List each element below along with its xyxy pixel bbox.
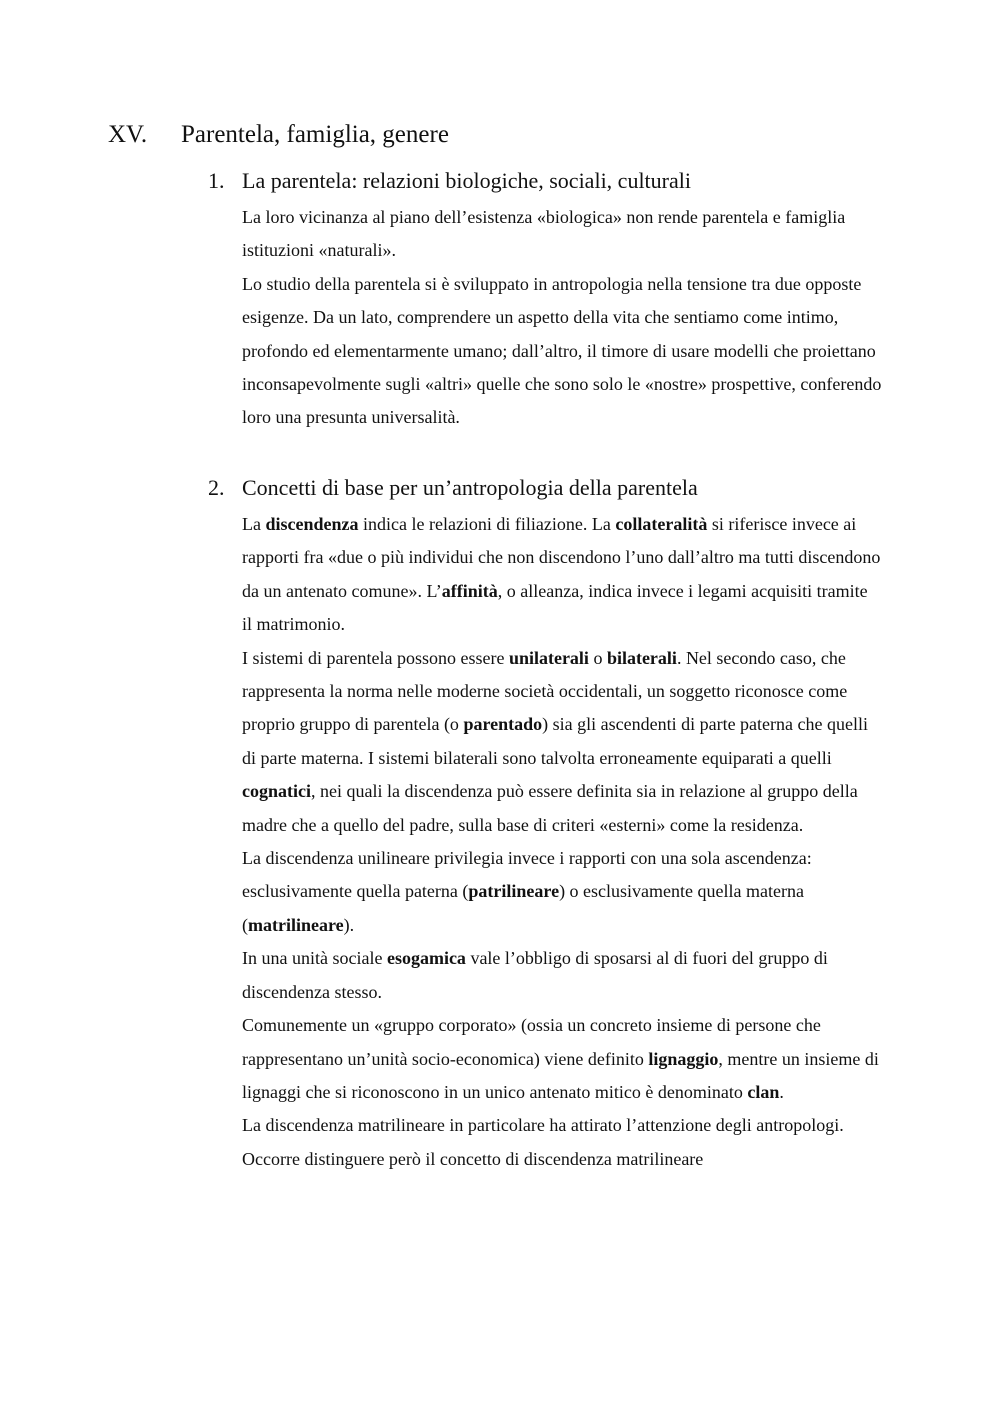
- section-2-number: 2.: [208, 475, 225, 500]
- paragraph: La discendenza matrilineare in particolare ha attirato l’attenzione degli antropologi. Occorre distinguere però il concetto di discendenza matrilineare: [242, 1115, 844, 1169]
- term-lignaggio: lignaggio: [648, 1048, 719, 1069]
- section-1-title: La parentela: relazioni biologiche, sociali, culturali: [242, 168, 691, 193]
- section-2-title: Concetti di base per un’antropologia della parentela: [242, 475, 698, 500]
- chapter-number: XV.: [108, 121, 148, 148]
- term-cognatici: cognatici: [242, 781, 311, 802]
- term-clan: clan: [747, 1081, 780, 1102]
- paragraph: I sistemi di parentela possono essere unilaterali o bilaterali. Nel secondo caso, che rappresenta la norma nelle moderne società occidentali, un soggetto riconosce come proprio gruppo di parentela (o parentado) sia gli ascendenti di parte paterna che quelli di parte materna. I sistemi bilaterali sono talvolta erroneamente equiparati a quelli cognatici, nei quali la discendenza può essere definita sia in relazione al gruppo della madre che a quello del padre, sulla base di criteri «esterni» come la residenza.: [242, 647, 868, 835]
- term-parentado: parentado: [463, 714, 543, 735]
- term-collateralita: collateralità: [615, 514, 708, 534]
- section-1-number: 1.: [208, 168, 225, 193]
- paragraph: Comunemente un «gruppo corporato» (ossia un concreto insieme di persone che rappresentano un’unità socio-economica) viene definito lignaggio, mentre un insieme di lignaggi che si riconoscono in un unico antenato mitico è denominato clan.: [242, 1015, 879, 1102]
- chapter-title: Parentela, famiglia, genere: [181, 121, 449, 148]
- paragraph: La discendenza indica le relazioni di filiazione. La collateralità si riferisce invece ai rapporti fra «due o più individui che non discendono l’uno dall’altro ma tutti discendono da un antenato comune». L’affinità, o alleanza, indica invece i legami acquisiti tramite il matrimonio.: [242, 514, 881, 635]
- paragraph: In una unità sociale esogamica vale l’obbligo di sposarsi al di fuori del gruppo di discendenza stesso.: [242, 948, 828, 1002]
- section-1-heading: [208, 166, 908, 196]
- term-patrilineare: patrilineare: [468, 881, 560, 902]
- chapter-heading: [108, 118, 908, 152]
- term-discendenza: discendenza: [265, 514, 359, 534]
- paragraph: La loro vicinanza al piano dell’esistenza «biologica» non rende parentela e famiglia istituzioni «naturali».: [242, 207, 846, 261]
- paragraph: Lo studio della parentela si è sviluppato in antropologia nella tensione tra due opposte esigenze. Da un lato, comprendere un aspetto della vita che sentiamo come intimo, profondo ed elementarmente umano; dall’altro, il timore di usare modelli che proiettano inconsapevolmente sugli «altri» quelle che sono solo le «nostre» prospettive, conferendo loro una presunta universalità.: [242, 273, 882, 428]
- section-2-body: [242, 508, 882, 1176]
- term-affinita: affinità: [441, 580, 498, 601]
- section-1-body: [242, 201, 882, 435]
- term-bilaterali: bilaterali: [606, 647, 677, 668]
- paragraph: La discendenza unilineare privilegia invece i rapporti con una sola ascendenza: esclusivamente quella paterna (patrilineare) o esclusivamente quella materna (matrilineare).: [242, 848, 812, 935]
- section-2-heading: [208, 473, 908, 503]
- term-unilaterali: unilaterali: [508, 647, 589, 668]
- term-matrilineare: matrilineare: [248, 914, 344, 935]
- term-esogamica: esogamica: [386, 948, 466, 969]
